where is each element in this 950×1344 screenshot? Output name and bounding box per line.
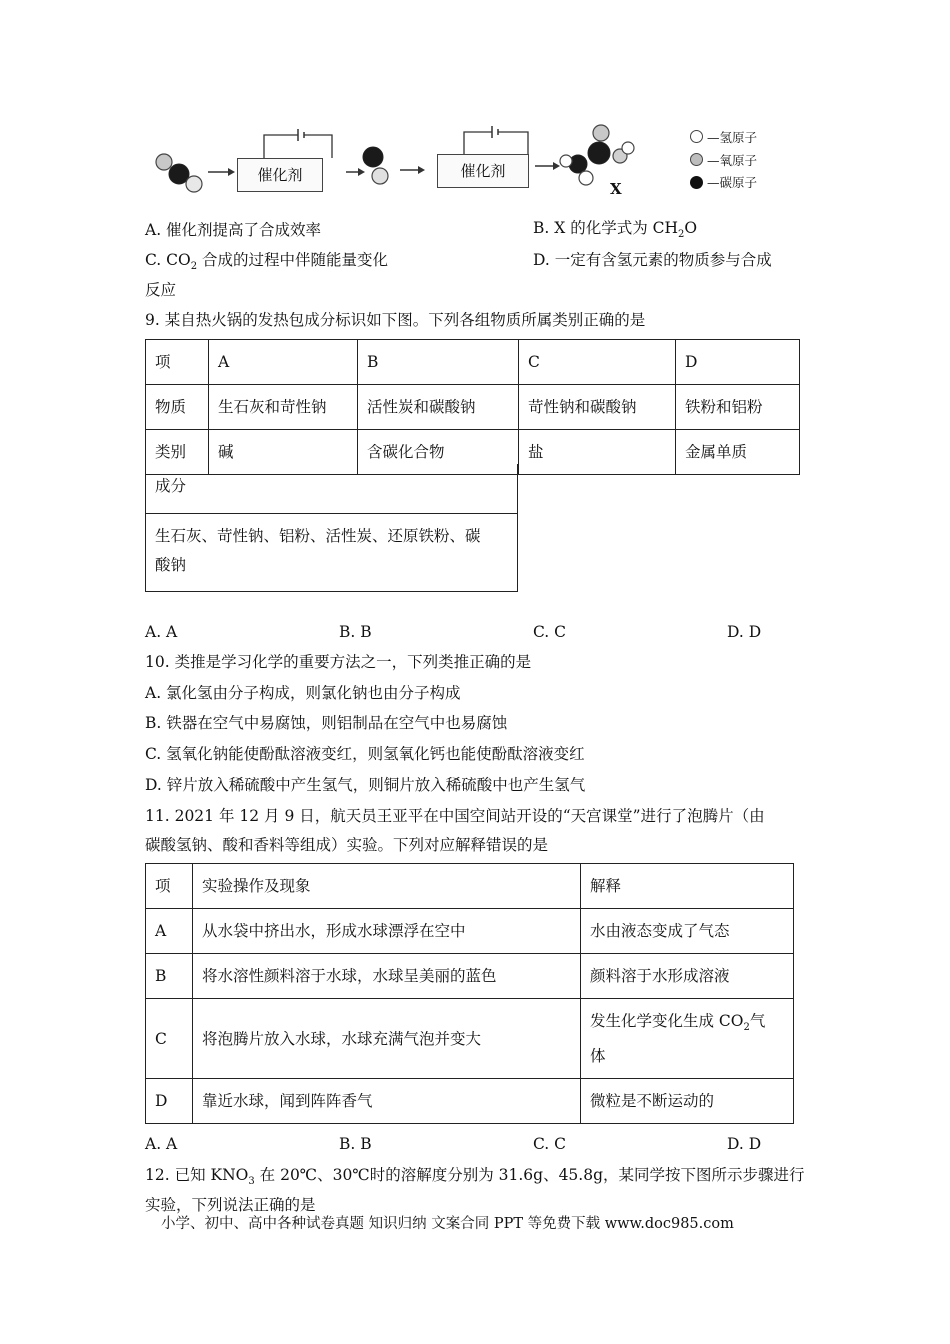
q8-option-b: B. X 的化学式为 $CH_2O$ (533, 219, 698, 241)
carbon-atom (588, 142, 610, 164)
table-cell: 实验操作及现象 (193, 864, 581, 909)
catalyst-label: 催化剂 (460, 162, 506, 180)
arrow-icon (553, 162, 560, 170)
table-cell: 发生化学变化生成 $CO_2$气 体 (581, 999, 794, 1079)
hydrogen-atom (560, 155, 572, 167)
arrow-icon (418, 166, 425, 174)
table-cell: 颜料溶于水形成溶液 (581, 954, 794, 999)
q8-option-c: C. $CO_2$ 合成的过程中伴随能量变化 (145, 251, 389, 273)
table-cell: A (146, 909, 193, 954)
footer-text: 小学、初中、高中各种试卷真题 知识归纳 文案合同 PPT 等免费下载 www.doc985.com (161, 1216, 734, 1232)
legend-hydrogen: —氢原子 (690, 128, 757, 146)
table-cell: B (358, 340, 519, 385)
q8-option-d: D. 一定有含氢元素的物质参与合成 (533, 251, 772, 269)
hydrogen-atom-icon (690, 130, 703, 143)
legend-oxygen: —氧原子 (690, 151, 757, 169)
table-cell: 靠近水球，闻到阵阵香气 (193, 1079, 581, 1124)
oxygen-atom (372, 168, 388, 184)
legend-carbon: —碳原子 (690, 173, 757, 191)
q9-option-a: A. A (145, 623, 178, 641)
table-cell: 苛性钠和碳酸钠 (519, 385, 676, 430)
q9-stem: 9. 某自热火锅的发热包成分标识如下图。下列各组物质所属类别正确的是 (145, 311, 646, 329)
table-cell: 生石灰和苛性钠 (209, 385, 358, 430)
oxygen-atom-icon (690, 153, 703, 166)
ingredients-list: 生石灰、苛性钠、铝粉、活性炭、还原铁粉、碳 酸钠 (155, 527, 481, 574)
table-cell: 从水袋中挤出水，形成水球漂浮在空中 (193, 909, 581, 954)
q10-option-b: B. 铁器在空气中易腐蚀，则铝制品在空气中也易腐蚀 (145, 714, 508, 732)
q10-stem: 10. 类推是学习化学的重要方法之一，下列类推正确的是 (145, 653, 532, 671)
q9-option-b: B. B (339, 623, 372, 641)
q8-option-d-continued: 反应 (145, 281, 177, 299)
q10-option-c: C. 氢氧化钠能使酚酞溶液变红，则氢氧化钙也能使酚酞溶液变红 (145, 745, 585, 763)
oxygen-atom (593, 125, 609, 141)
table-cell: 活性炭和碳酸钠 (358, 385, 519, 430)
hydrogen-atom (579, 171, 593, 185)
q10-option-a: A. 氯化氢由分子构成，则氯化钠也由分子构成 (145, 684, 461, 702)
product-x-label: X (610, 180, 622, 198)
table-cell: 盐 (519, 430, 676, 475)
q8-option-a: A. 催化剂提高了合成效率 (145, 221, 322, 239)
table-row (146, 1079, 794, 1124)
table-cell: 碱 (209, 430, 358, 475)
q9-table (145, 339, 800, 475)
table-cell: 水由液态变成了气态 (581, 909, 794, 954)
table-cell: C (146, 999, 193, 1079)
table-cell: 类别 (146, 430, 209, 475)
catalyst-box-2 (437, 154, 529, 188)
q11-option-d: D. D (727, 1135, 762, 1153)
carbon-atom-icon (690, 176, 703, 189)
table-cell: 微粒是不断运动的 (581, 1079, 794, 1124)
q9-option-c: C. C (533, 623, 567, 641)
q10-option-d: D. 锌片放入稀硫酸中产生氢气，则铜片放入稀硫酸中也产生氢气 (145, 776, 586, 794)
q11-stem-line1: 11. 2021 年 12 月 9 日，航天员王亚平在中国空间站开设的“天宫课堂”进行了泡腾片（由 (145, 807, 765, 825)
ingredients-title: 成分 (146, 464, 517, 514)
reaction-diagram-svg (150, 120, 650, 200)
table-cell: 铁粉和铝粉 (676, 385, 800, 430)
table-cell: 项 (146, 864, 193, 909)
q11-table (145, 863, 794, 1124)
table-row (146, 909, 794, 954)
q9-option-d: D. D (727, 623, 762, 641)
q12-stem-line1: 12. 已知 $KNO_3$ 在 20℃、30℃时的溶解度分别为 31.6g、45.8g，某同学按下图所示步骤进行 (145, 1166, 805, 1188)
arrow-icon (228, 168, 235, 176)
table-cell: 项 (146, 340, 209, 385)
table-row (146, 999, 794, 1079)
table-cell: 物质 (146, 385, 209, 430)
table-row (146, 954, 794, 999)
table-cell: 解释 (581, 864, 794, 909)
q11-stem-line2: 碳酸氢钠、酸和香料等组成）实验。下列对应解释错误的是 (145, 836, 549, 854)
table-cell: D (676, 340, 800, 385)
table-cell: 金属单质 (676, 430, 800, 475)
catalyst-box-1 (237, 158, 323, 192)
q11-option-c: C. C (533, 1135, 567, 1153)
arrow-icon (358, 168, 365, 176)
oxygen-atom (156, 154, 172, 170)
q12-stem-line2: 实验，下列说法正确的是 (145, 1196, 316, 1214)
hydrogen-atom (622, 142, 634, 154)
ingredients-label (145, 464, 518, 592)
table-cell: B (146, 954, 193, 999)
carbon-atom (363, 147, 383, 167)
table-cell: 含碳化合物 (358, 430, 519, 475)
table-cell: A (209, 340, 358, 385)
oxygen-atom (186, 176, 202, 192)
table-cell: 将泡腾片放入水球，水球充满气泡并变大 (193, 999, 581, 1079)
q11-option-b: B. B (339, 1135, 372, 1153)
table-cell: C (519, 340, 676, 385)
q11-option-a: A. A (145, 1135, 178, 1153)
table-cell: D (146, 1079, 193, 1124)
table-cell: 将水溶性颜料溶于水球，水球呈美丽的蓝色 (193, 954, 581, 999)
catalyst-label: 催化剂 (257, 166, 303, 184)
